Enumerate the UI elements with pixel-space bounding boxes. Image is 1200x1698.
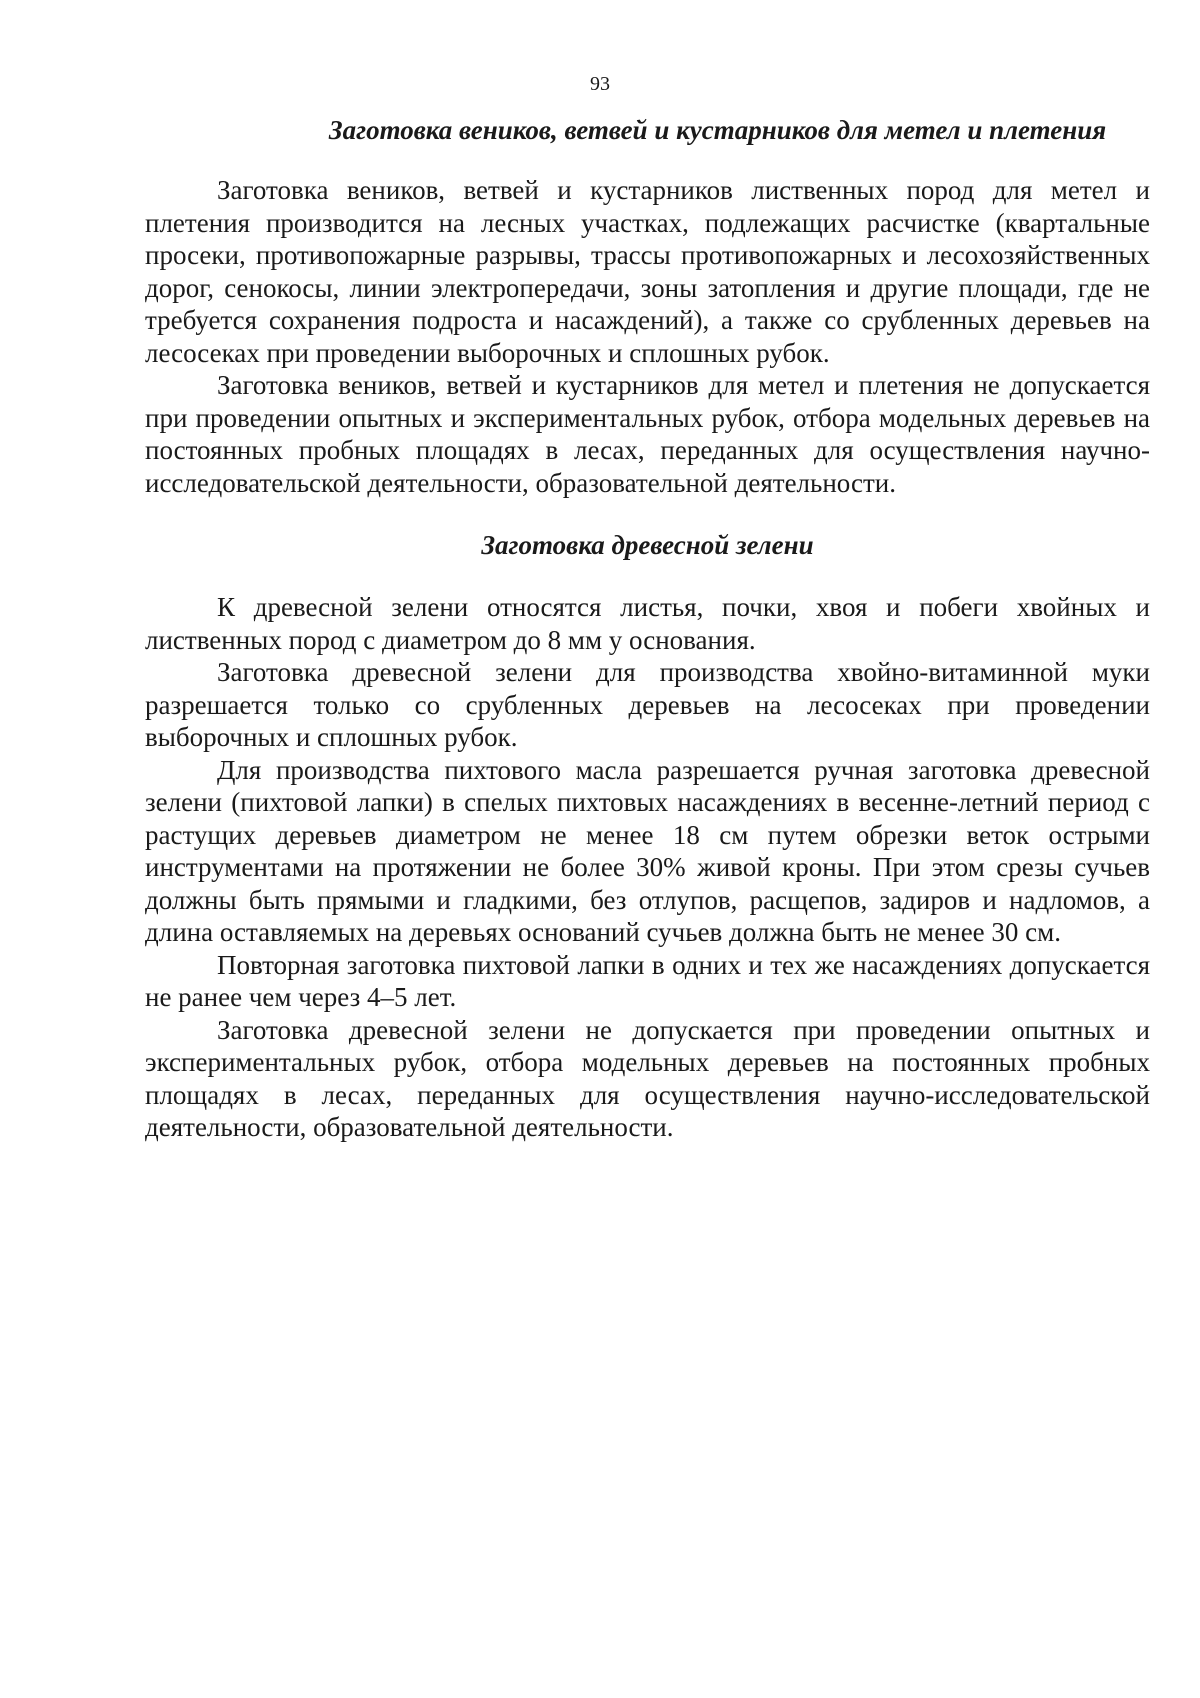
document-body	[145, 112, 1150, 1144]
section-brooms-branches	[145, 112, 1150, 499]
paragraph: Заготовка веников, ветвей и кустарников лиственных пород для метел и плетения производится на лесных участках, подлежащих расчистке (квартальные просеки, противопожарные разрывы, трассы противопожарных и лесохозяйственных дорог, сенокосы, линии электропередачи, зоны затопления и другие площади, где не требуется сохранения подроста и насаждений), а также со срубленных деревьев на лесосеках при проведении выборочных и сплошных рубок.	[145, 175, 1150, 368]
paragraph: Заготовка древесной зелени не допускается при проведении опытных и экспериментальных рубок, отбора модельных деревьев на постоянных пробных площадях в лесах, переданных для осуществления научно-исследовательской деятельности, образовательной деятельности.	[145, 1014, 1150, 1142]
section-heading: Заготовка веников, ветвей и кустарников для метел и плетения	[328, 115, 1107, 145]
section-wood-greens	[145, 527, 1150, 1144]
paragraph: Заготовка древесной зелени для производства хвойно-витаминной муки разрешается только со срубленных деревьев на лесосеках при проведении выборочных и сплошных рубок.	[145, 657, 1150, 752]
paragraph: Заготовка веников, ветвей и кустарников для метел и плетения не допускается при проведении опытных и экспериментальных рубок, отбора модельных деревьев на постоянных пробных площадях в лесах, переданных для осуществления научно-исследовательской деятельности, образовательной деятельности.	[145, 370, 1150, 498]
page-number: 93	[590, 73, 610, 95]
paragraph: Для производства пихтового масла разрешается ручная заготовка древесной зелени (пихтовой лапки) в спелых пихтовых насаждениях в весенне-летний период с растущих деревьев диаметром не менее 18 см путем обрезки веток острыми инструментами на протяжении не более 30% живой кроны. При этом срезы сучьев должны быть прямыми и гладкими, без отлупов, расщепов, задиров и надломов, а длина оставляемых на деревьях оснований сучьев должна быть не менее 30 см.	[145, 754, 1150, 947]
section-heading: Заготовка древесной зелени	[481, 530, 814, 560]
paragraph: Повторная заготовка пихтовой лапки в одних и тех же насаждениях допускается не ранее чем через 4–5 лет.	[145, 949, 1150, 1012]
paragraph: К древесной зелени относятся листья, почки, хвоя и побеги хвойных и лиственных пород с диаметром до 8 мм у основания.	[145, 592, 1150, 655]
